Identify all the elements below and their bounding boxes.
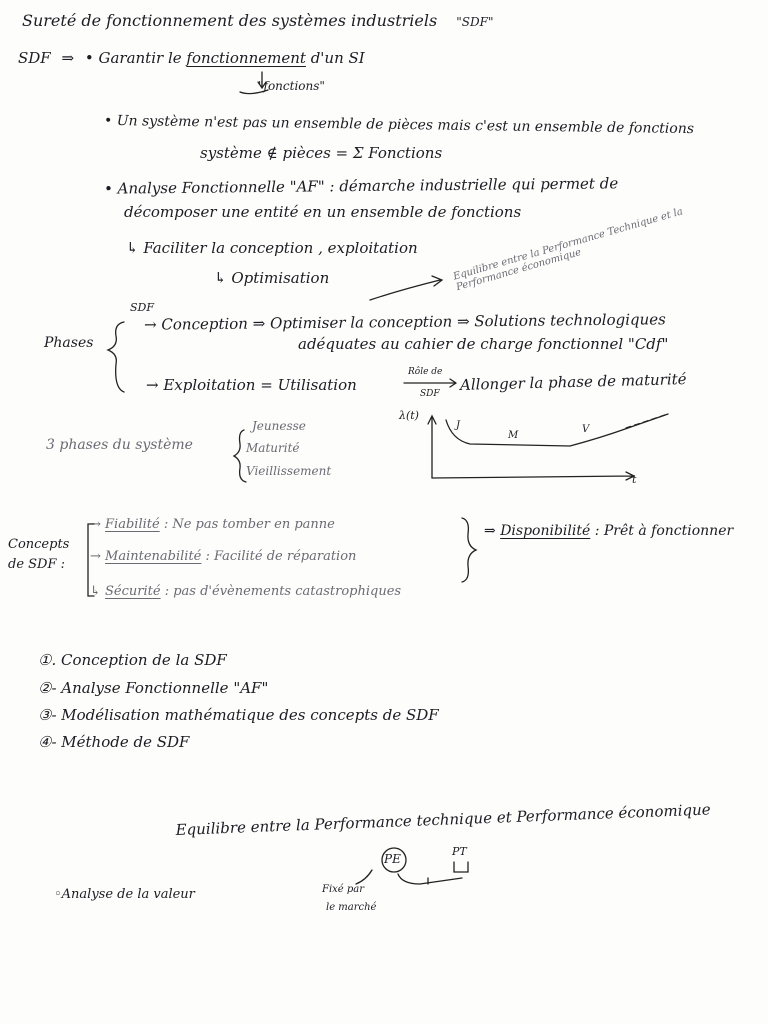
phase-item-maturite: Maturité [246,441,300,455]
bathtub-dashed-icon [626,414,668,428]
title-text: Sureté de fonctionnement des systèmes industriels [22,11,438,30]
definition-text-before: • Garantir le [84,49,182,67]
plan-item-2: ②- Analyse Fonctionnelle "AF" [38,679,269,697]
definition-line [18,50,365,67]
phase-conception: → Conception ⇒ Optimiser la conception ⇒ Solutions technologiques [143,310,666,334]
fixed-by-1: Fixé par [322,884,365,895]
graph-y-axis-icon [428,416,436,478]
af-side-note: Equilibre entre la Performance Technique et la Performance économique [452,206,685,294]
definition-underlined: fonctionnement [186,49,306,67]
plan-item-4: ④- Méthode de SDF [38,733,190,751]
definition-sub: "fonctions" [258,79,325,93]
definition-label: SDF [18,49,51,67]
graph-y-label: λ(t) [399,409,419,422]
graph-x-label: t [632,473,637,486]
concept-securite: ↳ Sécurité : pas d'évènements catastrophiques [90,584,402,599]
phase-conception-cont: adéquates au cahier de charge fonctionnel "Cdf" [298,335,669,353]
af-note-line2: décomposer une entité en un ensemble de fonctions [124,203,522,221]
phases-sdf: SDF [130,301,154,314]
fixed-by-arrow-icon [356,870,372,884]
fixed-by-2: le marché [326,902,377,913]
phase-exploitation-tail: Allonger la phase de maturité [459,370,687,394]
phase-item-jeunesse: Jeunesse [252,419,306,433]
title-abbr: "SDF" [456,15,494,29]
equilibrium-line-icon [398,874,462,884]
system-note-line1: • Un système n'est pas un ensemble de pièces mais c'est un ensemble de fonctions [103,112,695,138]
role-arrow-icon [404,379,456,387]
three-phases-label: 3 phases du système [46,437,193,453]
graph-zone-m: M [508,430,519,441]
pe-label: PE [384,852,401,866]
definition-arrow: ⇒ [61,49,75,67]
system-note-line2: système ∉ pièces = Σ Fonctions [200,144,443,162]
concepts-right-brace-icon [462,518,476,582]
af-note-line3: ↳ Faciliter la conception , exploitation [126,239,418,257]
equilibrium-title: Equilibre entre la Performance technique et Performance économique [175,800,711,839]
concepts-label-2: de SDF : [8,557,66,572]
three-phases-brace-icon [234,430,246,482]
bathtub-curve-icon [446,414,668,446]
af-note-line1: • Analyse Fonctionnelle "AF" : démarche industrielle qui permet de [103,174,619,198]
pt-label: PT [452,845,467,858]
phase-exploitation: → Exploitation = Utilisation [146,376,357,394]
graph-x-axis-icon [432,472,634,480]
side-note-arrow-icon [370,276,442,300]
page-title [22,12,494,30]
af-note-line4: ↳ Optimisation [214,269,330,287]
concept-maintenabilite: → Maintenabilité : Facilité de réparation [90,549,357,564]
plan-item-3: ③- Modélisation mathématique des concepts de SDF [38,706,439,724]
phases-label: Phases [44,335,94,351]
graph-zone-v: V [582,424,590,435]
value-analysis: ◦Analyse de la valeur [54,887,195,902]
concepts-label-1: Concepts [8,537,70,552]
concept-fiabilite: → Fiabilité : Ne pas tomber en panne [90,517,335,532]
phase-role-top: Rôle de [408,367,443,377]
concept-result: ⇒ Disponibilité : Prêt à fonctionner [484,523,734,539]
definition-text-after: d'un SI [310,49,365,67]
phase-item-vieillissement: Vieillissement [246,464,332,478]
phase-role-bottom: SDF [420,389,440,399]
plan-item-1: ①. Conception de la SDF [38,651,227,669]
pt-marker-icon [454,862,468,872]
graph-zone-j: J [456,420,461,431]
phases-brace-icon [108,322,124,392]
